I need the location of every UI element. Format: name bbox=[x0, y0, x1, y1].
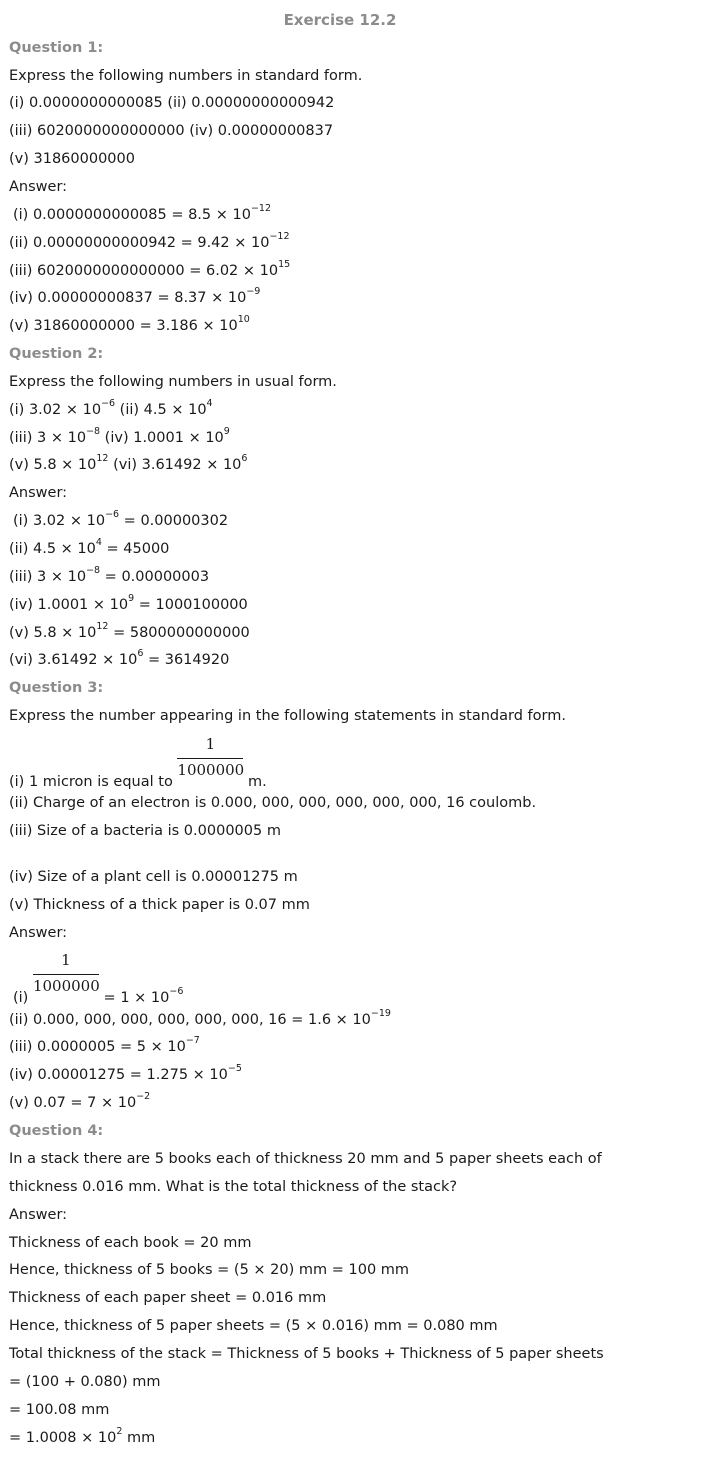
question-4-answer-label: Answer: bbox=[9, 1207, 68, 1223]
fraction-bar bbox=[177, 758, 243, 759]
question-4-prompt: thickness 0.016 mm. What is the total thickness of the stack? bbox=[9, 1179, 458, 1195]
question-1-answer: (iv) $0.00000000837 = 8.37 \times 10^{-9}$ bbox=[9, 286, 261, 306]
question-2-prompt: Express the following numbers in usual form. bbox=[9, 374, 337, 390]
question-4-final-answer: = $1.0008 \times 10^2$ mm bbox=[9, 1426, 156, 1446]
question-4-heading: Question 4: bbox=[9, 1123, 104, 1139]
answer-fraction bbox=[32, 951, 100, 1002]
fraction-bar bbox=[33, 974, 99, 975]
question-2-answer: (v) $5.8 \times 10^{12} = 5800000000000$ bbox=[9, 621, 250, 641]
question-2-answer: (ii) $4.5 \times 10^4 = 45000$ bbox=[9, 537, 170, 557]
question-2-answer: (vi) $3.61492 \times 10^6 = 3614920$ bbox=[9, 648, 230, 668]
question-3-item: (v) Thickness of a thick paper is 0.07 mm bbox=[9, 897, 310, 913]
question-3-answer-label: Answer: bbox=[9, 925, 68, 941]
question-3-prompt: Express the number appearing in the following statements in standard form. bbox=[9, 708, 566, 724]
question-2-answer-label: Answer: bbox=[9, 485, 68, 501]
question-1-answer: (i) $0.0000000000085 = 8.5 \times 10^{-12}$ bbox=[13, 203, 272, 223]
question-2-answer: (iv) $1.0001 \times 10^9 = 1000100000$ bbox=[9, 593, 248, 613]
fraction-denominator: 1000000 bbox=[177, 761, 245, 779]
fraction-numerator: 1 bbox=[61, 951, 71, 969]
question-1-item: (i) 0.0000000000085 (ii) 0.00000000000942 bbox=[9, 95, 335, 111]
fraction-numerator: 1 bbox=[205, 735, 216, 753]
question-3-item: (iv) Size of a plant cell is 0.00001275 m bbox=[9, 869, 298, 885]
question-4-step: Thickness of each paper sheet = 0.016 mm bbox=[9, 1290, 327, 1306]
question-1-answer: (v) $31860000000 = 3.186 \times 10^{10}$ bbox=[9, 314, 250, 334]
question-1-item: (iii) 6020000000000000 (iv) 0.00000000837 bbox=[9, 123, 334, 139]
question-4-step: Hence, thickness of 5 paper sheets = (5 × 0.016) mm = 0.080 mm bbox=[9, 1318, 498, 1334]
question-1-item: (v) 31860000000 bbox=[9, 151, 135, 167]
question-2-item: (iii) $3 \times 10^{-8}$ (iv) $1.0001 \times 10^9$ bbox=[9, 426, 230, 446]
question-1-heading: Question 1: bbox=[9, 40, 104, 56]
question-2-item: (v) $5.8 \times 10^{12}$ (vi) $3.61492 \times 10^6$ bbox=[9, 453, 248, 473]
question-4-prompt: In a stack there are 5 books each of thickness 20 mm and 5 paper sheets each of bbox=[9, 1151, 602, 1167]
question-3-answer: (ii) 0.000, 000, 000, 000, 000, 000, $16 = 1.6 \times 10^{-19}$ bbox=[9, 1008, 391, 1028]
question-2-answer: (i) $3.02 \times 10^{-6} = 0.00000302$ bbox=[13, 509, 229, 529]
question-4-step: Thickness of each book = 20 mm bbox=[9, 1235, 252, 1251]
question-3-answer: (iv) $0.00001275 = 1.275 \times 10^{-5}$ bbox=[9, 1063, 242, 1083]
question-1-answer-label: Answer: bbox=[9, 179, 68, 195]
question-4-step: = (100 + 0.080) mm bbox=[9, 1374, 161, 1390]
question-2-item: (i) $3.02 \times 10^{-6}$ (ii) $4.5 \times 10^4$ bbox=[9, 398, 213, 418]
question-3-item-1: (i) 1 micron is equal to $\frac{1}{1000000}$ m. bbox=[9, 735, 267, 790]
fraction-denominator: 1000000 bbox=[32, 977, 100, 995]
question-2-heading: Question 2: bbox=[9, 346, 104, 362]
question-3-answer-1: (i) $\frac{1}{1000000}$ = $1 \times 10^{-6}$ bbox=[13, 951, 184, 1006]
question-3-item: (iii) Size of a bacteria is 0.0000005 m bbox=[9, 823, 281, 839]
micron-fraction bbox=[177, 735, 245, 786]
exercise-title: Exercise 12.2 bbox=[283, 11, 397, 29]
question-3-answer: (v) $0.07 = 7 \times 10^{-2}$ bbox=[9, 1091, 151, 1111]
question-1-prompt: Express the following numbers in standard form. bbox=[9, 68, 363, 84]
question-3-answer: (iii) $0.0000005 = 5 \times 10^{-7}$ bbox=[9, 1035, 200, 1055]
question-3-item: (ii) Charge of an electron is 0.000, 000, 000, 000, 000, 000, 16 coulomb. bbox=[9, 795, 537, 811]
question-4-step: Hence, thickness of 5 books = (5 × 20) mm = 100 mm bbox=[9, 1262, 410, 1278]
question-4-step: = 100.08 mm bbox=[9, 1402, 110, 1418]
question-4-step: Total thickness of the stack = Thickness of 5 books + Thickness of 5 paper sheets bbox=[9, 1346, 604, 1362]
question-1-answer: (iii) $6020000000000000 = 6.02 \times 10^{15}$ bbox=[9, 259, 291, 279]
question-2-answer: (iii) $3 \times 10^{-8} = 0.00000003$ bbox=[9, 565, 210, 585]
question-3-heading: Question 3: bbox=[9, 680, 104, 696]
question-1-answer: (ii) $0.00000000000942 = 9.42 \times 10^{-12}$ bbox=[9, 231, 290, 251]
